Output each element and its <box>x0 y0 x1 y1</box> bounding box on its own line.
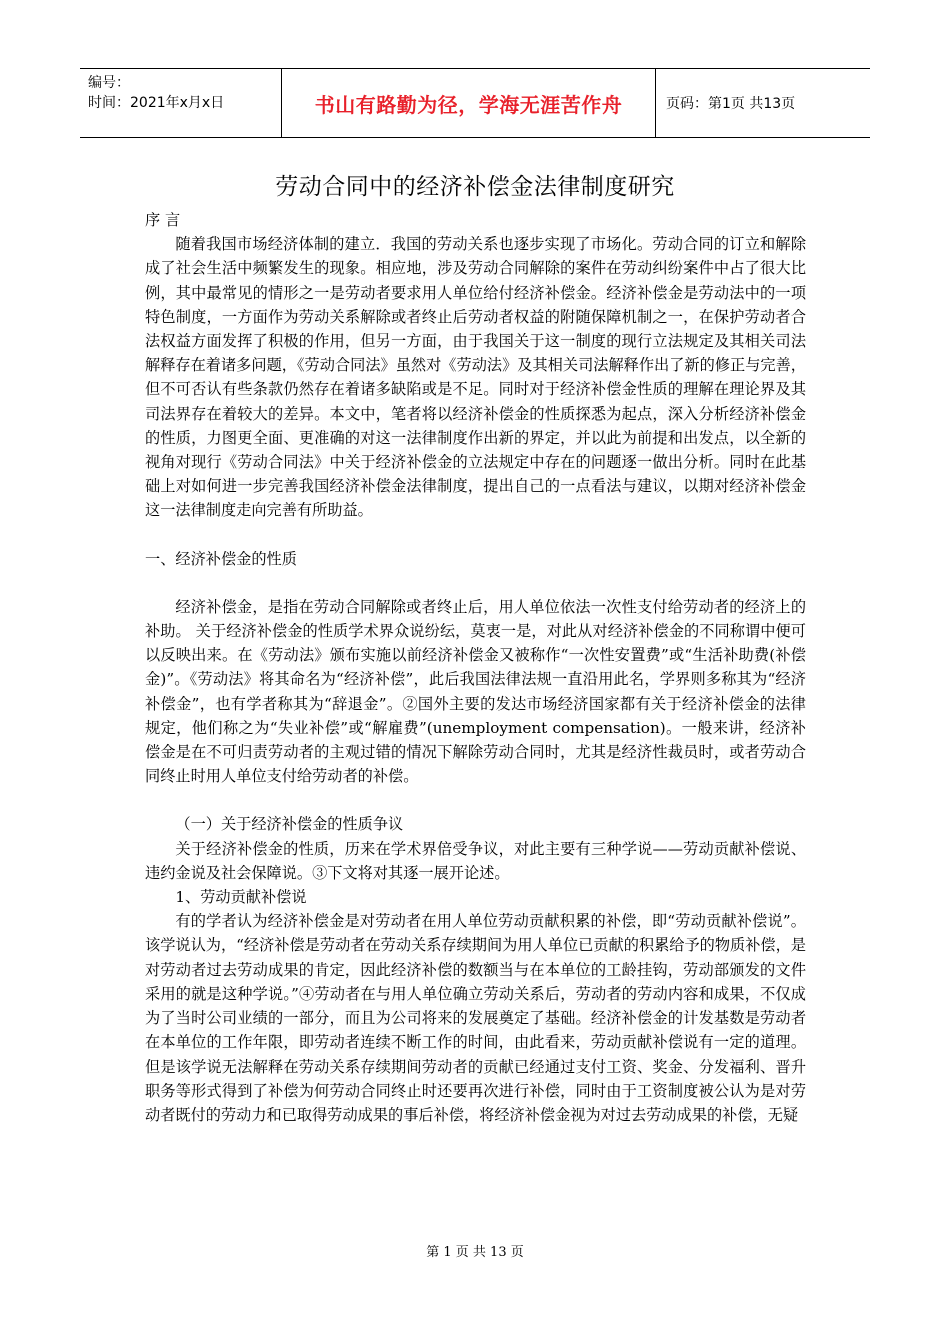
spacer <box>145 571 806 595</box>
preface-paragraph: 随着我国市场经济体制的建立．我国的劳动关系也逐步实现了市场化。劳动合同的订立和解除成了社会生活中频繁发生的现象。相应地，涉及劳动合同解除的案件在劳动纠纷案件中占了很大比例，其中最常见的情形之一是劳动者要求用人单位给付经济补偿金。经济补偿金是劳动法中的一项特色制度，一方面作为劳动关系解除或者终止后劳动者权益的附随保障机制之一，在保护劳动者合法权益方面发挥了积极的作用，但另一方面，由于我国关于这一制度的现行立法规定及其相关司法解释存在着诸多问题，《劳动合同法》虽然对《劳动法》及其相关司法解释作出了新的修正与完善，但不可否认有些条款仍然存在着诸多缺陷或是不足。同时对于经济补偿金性质的理解在理论界及其司法界存在着较大的差异。本文中，笔者将以经济补偿金的性质探悉为起点，深入分析经济补偿金的性质，力图更全面、更准确的对这一法律制度作出新的界定，并以此为前提和出发点，以全新的视角对现行《劳动合同法》中关于经济补偿金的立法规定中存在的问题逐一做出分析。同时在此基础上对如何进一步完善我国经济补偿金法律制度，提出自己的一点看法与建议，以期对经济补偿金这一法律制度走向完善有所助益。 <box>145 235 806 520</box>
subsection1-paragraph: 关于经济补偿金的性质，历来在学术界倍受争议，对此主要有三种学说——劳动贡献补偿说、违约金说及社会保障说。③下文将对其逐一展开论述。 <box>145 839 806 882</box>
header-table <box>80 68 870 138</box>
point1-paragraph: 有的学者认为经济补偿金是对劳动者在用人单位劳动贡献积累的补偿，即“劳动贡献补偿说”。该学说认为，“经济补偿是劳动者在劳动关系存续期间为用人单位已贡献的积累给予的物质补偿，是对劳动者过去劳动成果的肯定，因此经济补偿的数额当与在本单位的工龄挂钩，劳动部颁发的文件采用的就是这种学说。”④劳动者在与用人单位确立劳动关系后，劳动者的劳动内容和成果，不仅成为了当时公司业绩的一部分，而且为公司将来的发展奠定了基础。经济补偿金的计发基数是劳动者在本单位的工作年限，即劳动者连续不断工作的时间，由此看来，劳动贡献补偿说有一定的道理。但是该学说无法解释在劳动关系存续期间劳动者的贡献已经通过支付工资、奖金、分发福利、晋升职务等形式得到了补偿为何劳动合同终止时还要再次进行补偿，同时由于工资制度被公认为是对劳动者既付的劳动力和已取得劳动成果的事后补偿，将经济补偿金视为对过去劳动成果的补偿，无疑 <box>145 912 806 1124</box>
header-meta-cell <box>80 69 281 137</box>
number-label: 编号： <box>88 75 130 91</box>
spacer <box>145 788 806 812</box>
subsection1-heading: （一）关于经济补偿金的性质争议 <box>175 815 404 834</box>
motto: 书山有路勤为径，学海无涯苦作舟 <box>314 92 623 117</box>
document-title: 劳动合同中的经济补偿金法律制度研究 <box>275 174 675 200</box>
header-motto-cell <box>281 69 656 137</box>
point1-heading: 1、劳动贡献补偿说 <box>175 888 307 907</box>
header-page-cell <box>656 69 870 137</box>
section1-paragraph: 经济补偿金，是指在劳动合同解除或者终止后，用人单位依法一次性支付给劳动者的经济上的补助。 关于经济补偿金的性质学术界众说纷纭，莫衷一是，对此从对经济补偿金的不同称谓中便可以反映出来。在《劳动法》颁布实施以前经济补偿金又被称作“一次性安置费”或“生活补助费(补偿金)”。《劳动法》将其命名为“经济补偿”，此后我国法律法规一直沿用此名，学界则多称其为“经济补偿金”，也有学者称其为“辞退金”。②国外主要的发达市场经济国家都有关于经济补偿金的法律规定，他们称之为“失业补偿”或“解雇费”(unemployment compensation)。一般来讲，经济补偿金是在不可归责劳动者的主观过错的情况下解除劳动合同时，尤其是经济性裁员时，或者劳动合同终止时用人单位支付给劳动者的补偿。 <box>145 597 806 786</box>
spacer <box>145 523 806 547</box>
preface-heading: 序 言 <box>145 211 181 229</box>
page-footer: 第 1 页 共 13 页 <box>426 1245 524 1260</box>
document-body <box>145 208 806 1127</box>
section1-heading: 一、经济补偿金的性质 <box>145 549 297 568</box>
date-label: 时间：2021年x月x日 <box>88 95 225 111</box>
page-info: 页码：第1页 共13页 <box>666 96 796 112</box>
